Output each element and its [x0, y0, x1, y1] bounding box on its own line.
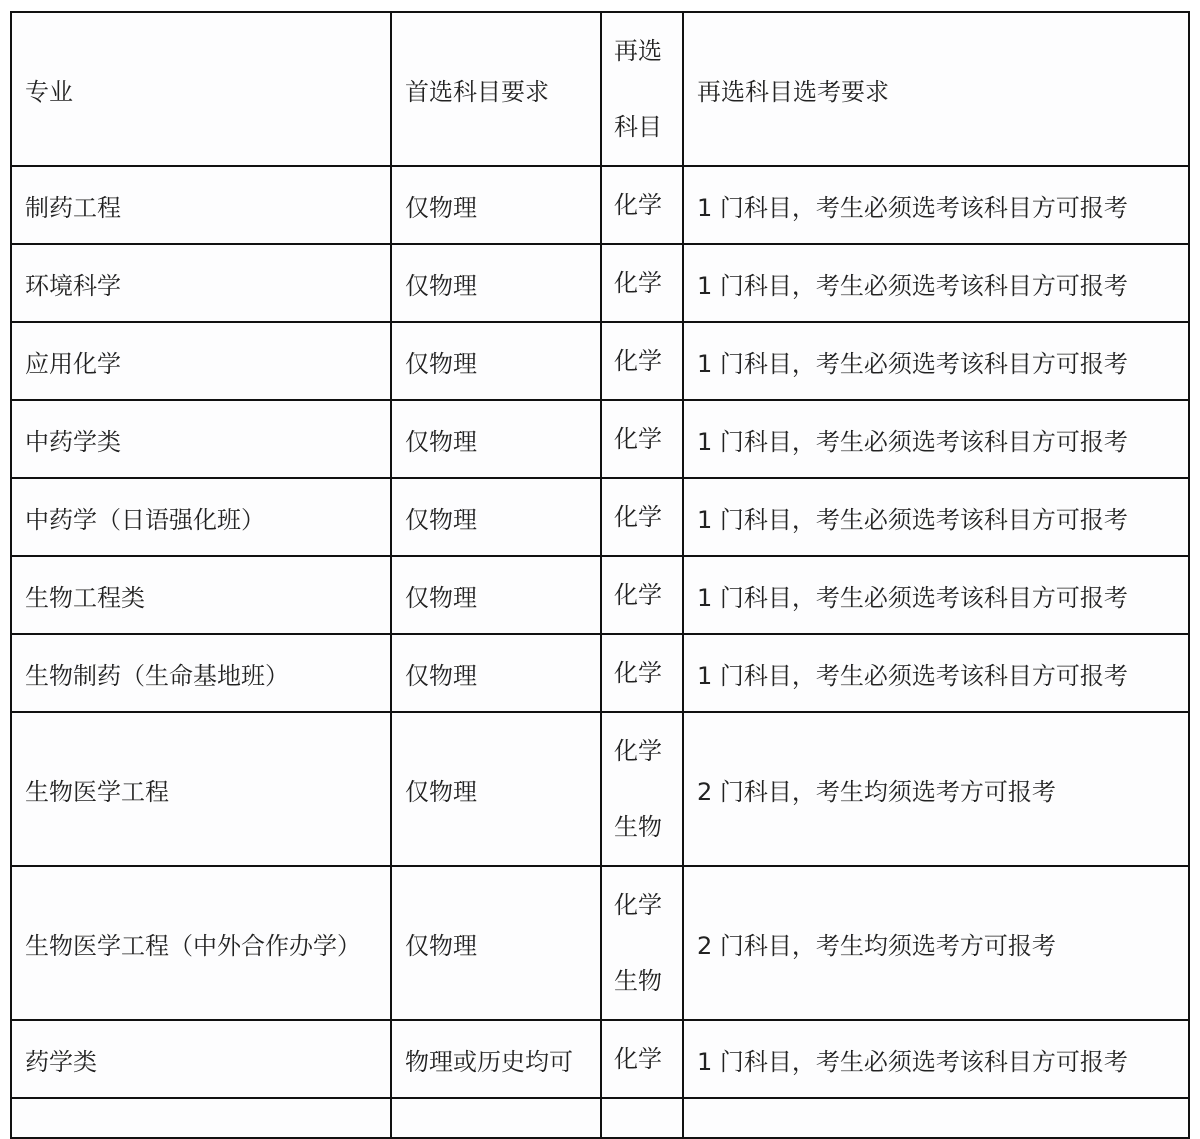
reselect-subject-cell [601, 1020, 683, 1098]
reselect-subject-cell [601, 556, 683, 634]
subject: 化学 [614, 891, 662, 919]
requirement-cell: 1 门科目，考生必须选考该科目方可报考 [683, 166, 1189, 244]
requirement-cell: 2 门科目，考生均须选考方可报考 [683, 866, 1189, 1020]
reselect-subject-cell [601, 244, 683, 322]
table-row [11, 712, 1189, 866]
subject: 化学 [614, 737, 662, 765]
header-major: 专业 [11, 12, 391, 166]
first-choice-cell: 仅物理 [391, 244, 601, 322]
first-choice-cell: 仅物理 [391, 478, 601, 556]
subject: 生物 [614, 967, 662, 995]
table-row-partial [11, 1098, 1189, 1138]
major-cell: 中药学类 [11, 400, 391, 478]
subject: 化学 [614, 581, 662, 609]
reselect-subject-cell [601, 634, 683, 712]
table-row [11, 478, 1189, 556]
subject: 化学 [614, 425, 662, 453]
table-row [11, 1020, 1189, 1098]
subject: 化学 [614, 503, 662, 531]
empty-cell [601, 1098, 683, 1138]
major-cell: 生物制药（生命基地班） [11, 634, 391, 712]
empty-cell [391, 1098, 601, 1138]
reselect-subject-cell [601, 166, 683, 244]
first-choice-cell: 仅物理 [391, 866, 601, 1020]
major-cell: 中药学（日语强化班） [11, 478, 391, 556]
requirement-cell: 1 门科目，考生必须选考该科目方可报考 [683, 1020, 1189, 1098]
major-cell: 生物医学工程 [11, 712, 391, 866]
reselect-subject-cell [601, 478, 683, 556]
subject: 化学 [614, 269, 662, 297]
header-first-choice: 首选科目要求 [391, 12, 601, 166]
requirement-cell: 1 门科目，考生必须选考该科目方可报考 [683, 478, 1189, 556]
header-reselect-requirement: 再选科目选考要求 [683, 12, 1189, 166]
empty-cell [11, 1098, 391, 1138]
subject: 化学 [614, 347, 662, 375]
requirement-cell: 1 门科目，考生必须选考该科目方可报考 [683, 634, 1189, 712]
table-row [11, 556, 1189, 634]
major-cell: 制药工程 [11, 166, 391, 244]
table-row [11, 322, 1189, 400]
first-choice-cell: 仅物理 [391, 556, 601, 634]
subject: 化学 [614, 1045, 662, 1073]
table-header-row [11, 12, 1189, 166]
table-row [11, 400, 1189, 478]
first-choice-cell: 仅物理 [391, 322, 601, 400]
subject: 化学 [614, 191, 662, 219]
table-row [11, 866, 1189, 1020]
reselect-subject-cell [601, 400, 683, 478]
major-cell: 应用化学 [11, 322, 391, 400]
major-cell: 环境科学 [11, 244, 391, 322]
subject: 生物 [614, 813, 662, 841]
requirement-cell: 1 门科目，考生必须选考该科目方可报考 [683, 244, 1189, 322]
first-choice-cell: 仅物理 [391, 400, 601, 478]
first-choice-cell: 仅物理 [391, 712, 601, 866]
empty-cell [683, 1098, 1189, 1138]
major-cell: 药学类 [11, 1020, 391, 1098]
requirement-cell: 1 门科目，考生必须选考该科目方可报考 [683, 556, 1189, 634]
major-cell: 生物工程类 [11, 556, 391, 634]
reselect-subject-cell [601, 866, 683, 1020]
major-cell: 生物医学工程（中外合作办学） [11, 866, 391, 1020]
first-choice-cell: 仅物理 [391, 166, 601, 244]
reselect-subject-cell [601, 322, 683, 400]
subject-requirements-table [10, 11, 1190, 1139]
first-choice-cell: 物理或历史均可 [391, 1020, 601, 1098]
requirement-cell: 2 门科目，考生均须选考方可报考 [683, 712, 1189, 866]
requirement-cell: 1 门科目，考生必须选考该科目方可报考 [683, 322, 1189, 400]
header-reselect-subject: 再选 科目 [601, 12, 683, 166]
reselect-subject-cell [601, 712, 683, 866]
first-choice-cell: 仅物理 [391, 634, 601, 712]
requirement-cell: 1 门科目，考生必须选考该科目方可报考 [683, 400, 1189, 478]
table-row [11, 634, 1189, 712]
subject: 化学 [614, 659, 662, 687]
table-row [11, 166, 1189, 244]
table-row [11, 244, 1189, 322]
